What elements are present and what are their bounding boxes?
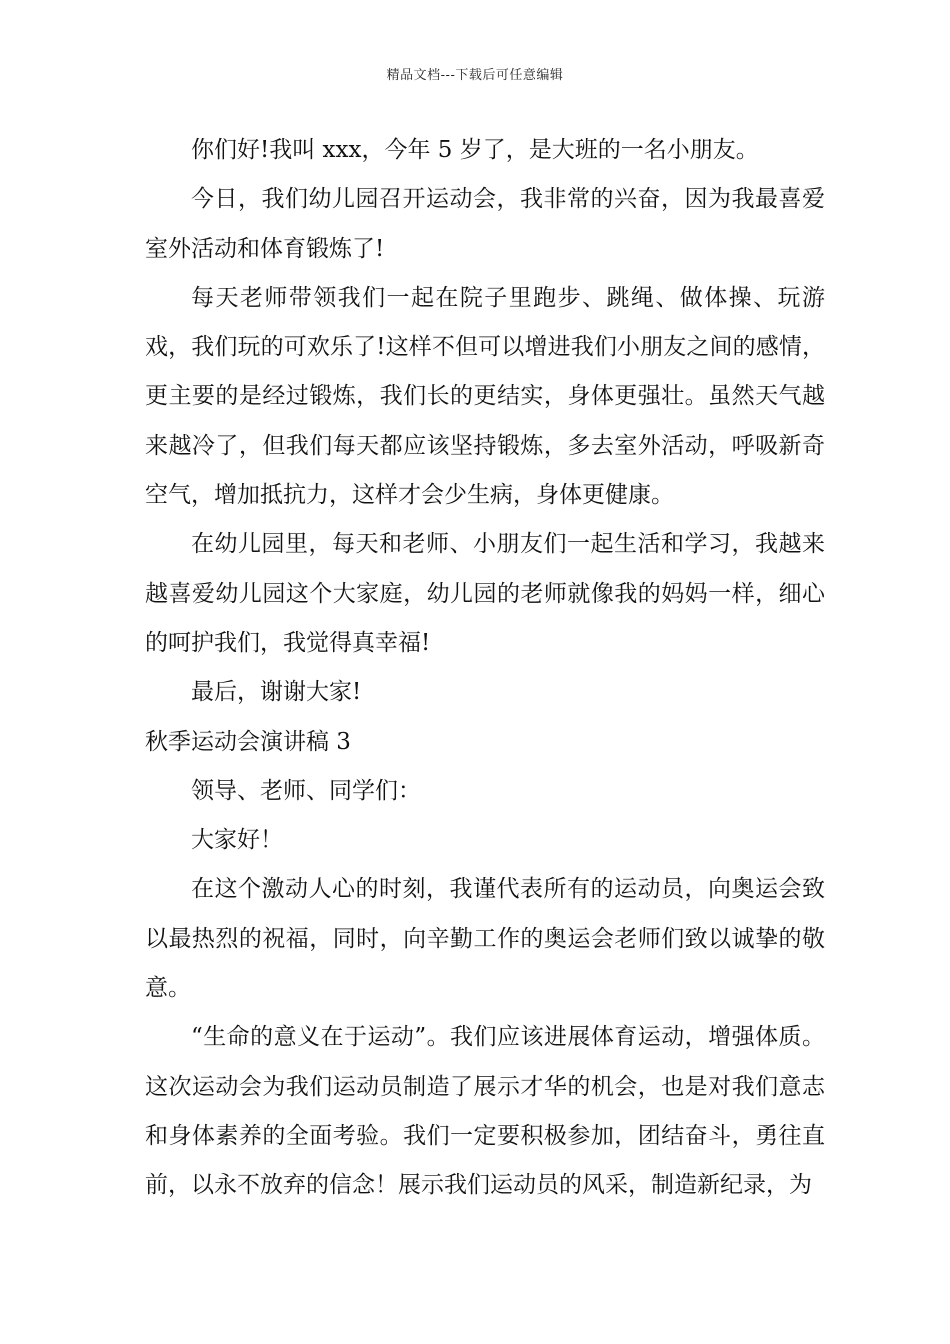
- paragraph-meaning-of-life: “生命的意义在于运动”。我们应该进展体育运动，增强体质。这次运动会为我们运动员制造了展示才华的机会，也是对我们意志和身体素养的全面考验。我们一定要积极参加，团结奋斗，勇往直前，以永不放弃的信念！展示我们运动员的风采，制造新纪录，为: [145, 1024, 825, 1199]
- paragraph-sports-meet: 今日，我们幼儿园召开运动会，我非常的兴奋，因为我最喜爱室外活动和体育锻炼了!: [145, 186, 825, 262]
- paragraph-kindergarten-life: 在幼儿园里，每天和老师、小朋友们一起生活和学习，我越来越喜爱幼儿园这个大家庭，幼儿园的老师就像我的妈妈一样，细心的呵护我们，我觉得真幸福!: [145, 531, 825, 656]
- document-body: [145, 126, 825, 1211]
- section-heading: 秋季运动会演讲稿 3: [145, 728, 351, 755]
- paragraph-thanks: 最后，谢谢大家!: [191, 679, 362, 706]
- page-header: 精品文档---下载后可任意编辑: [386, 68, 564, 83]
- paragraph-blessing: 在这个激动人心的时刻，我谨代表所有的运动员，向奥运会致以最热烈的祝福，同时，向辛勤工作的奥运会老师们致以诚挚的敬意。: [145, 876, 825, 1002]
- paragraph-greeting: 你们好!我叫 xxx，今年 5 岁了，是大班的一名小朋友。: [191, 137, 759, 163]
- paragraph-salutation: 领导、老师、同学们：: [191, 777, 421, 804]
- paragraph-daily-exercise: 每天老师带领我们一起在院子里跑步、跳绳、做体操、玩游戏，我们玩的可欢乐了!这样不但可以增进我们小朋友之间的感情，更主要的是经过锻炼，我们长的更结实，身体更强壮。虽然天气越来越冷了，但我们每天都应该坚持锻炼，多去室外活动，呼吸新奇空气，增加抵抗力，这样才会少生病，身体更健康。: [145, 284, 825, 509]
- paragraph-hello: 大家好！: [191, 827, 283, 854]
